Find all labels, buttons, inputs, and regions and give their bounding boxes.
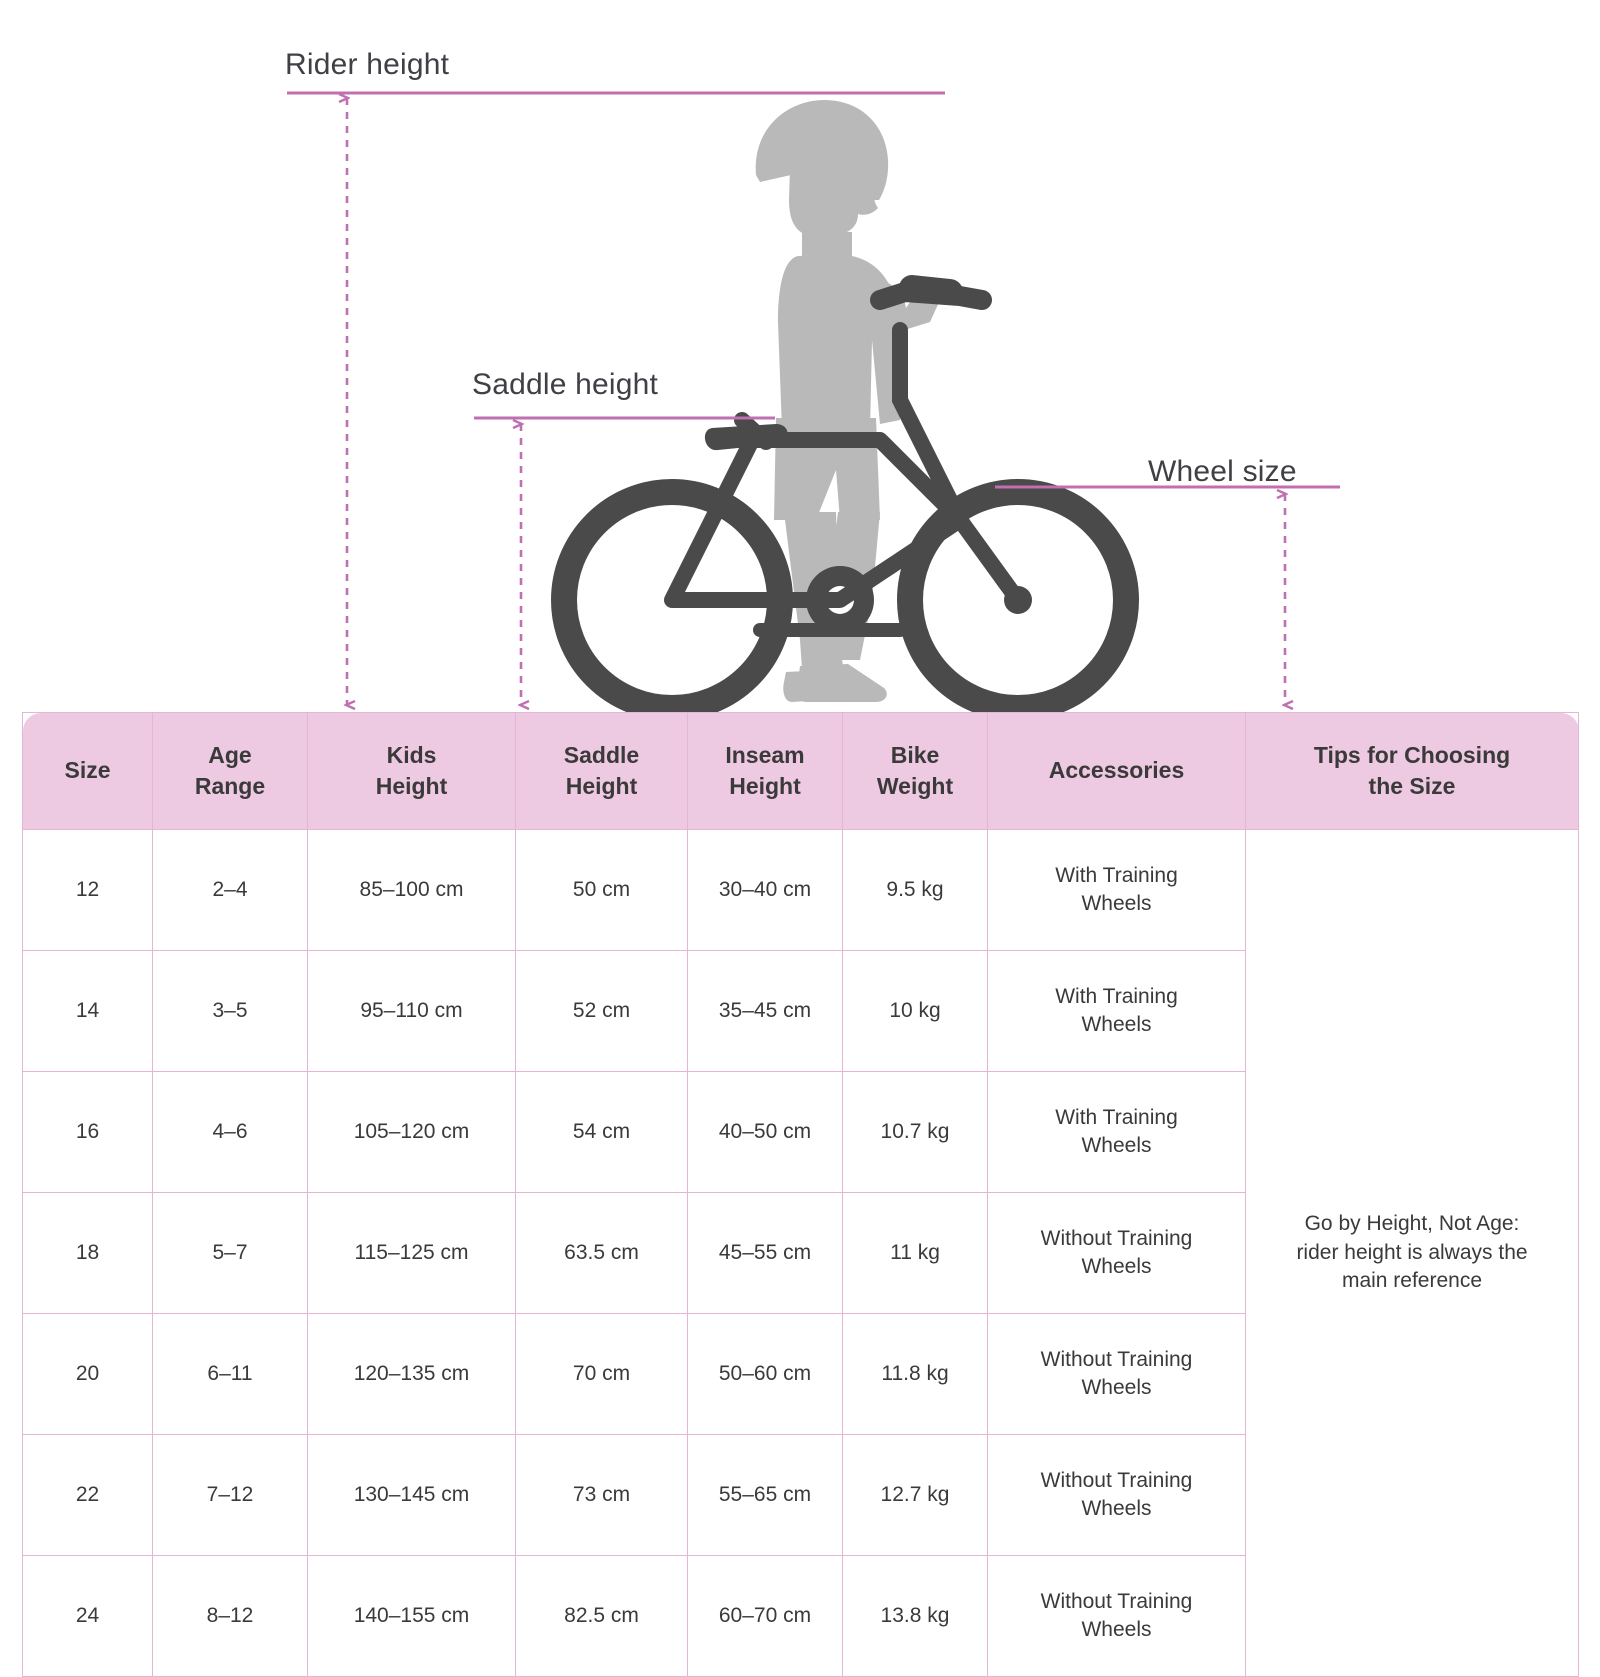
cell-saddle-height: 50 cm [516, 830, 688, 951]
cell-accessories-line2: Wheels [1081, 1013, 1152, 1036]
cell-bike-weight: 13.8 kg [843, 1556, 988, 1677]
rider-height-label: Rider height [285, 48, 450, 81]
cell-inseam-height: 30–40 cm [688, 830, 843, 951]
size-chart-table [22, 712, 1579, 1677]
illustration-svg [0, 0, 1600, 720]
table-header [23, 713, 1579, 830]
cell-accessories [988, 1556, 1246, 1677]
cell-size: 20 [23, 1314, 153, 1435]
cell-accessories-line2: Wheels [1081, 1376, 1152, 1399]
cell-size: 14 [23, 951, 153, 1072]
cell-saddle-height: 73 cm [516, 1435, 688, 1556]
saddle-height-label: Saddle height [472, 368, 659, 401]
cell-kids-height: 105–120 cm [308, 1072, 516, 1193]
column-header-bike-weight-line1: Bike [890, 741, 940, 768]
column-header-bike-weight-line2: Weight [876, 773, 954, 799]
column-header-age-range-line1: Age [208, 741, 252, 768]
cell-bike-weight: 10 kg [843, 951, 988, 1072]
cell-saddle-height: 63.5 cm [516, 1193, 688, 1314]
cell-tips [1246, 830, 1579, 1677]
column-header-age-range [153, 713, 308, 830]
cell-age-range: 6–11 [153, 1314, 308, 1435]
cell-tips-line1: Go by Height, Not Age: [1304, 1212, 1520, 1236]
column-header-accessories-text: Accessories [1048, 757, 1185, 784]
column-header-tips-line2: the Size [1368, 773, 1456, 799]
cell-inseam-height: 45–55 cm [688, 1193, 843, 1314]
cell-accessories-line1: With Training [1055, 1105, 1178, 1129]
cell-size: 12 [23, 830, 153, 951]
cell-bike-weight: 10.7 kg [843, 1072, 988, 1193]
column-header-size-text: Size [64, 757, 111, 784]
cell-accessories-line1: With Training [1055, 863, 1178, 887]
cell-age-range: 4–6 [153, 1072, 308, 1193]
column-header-inseam-height-line2: Height [729, 773, 801, 799]
column-header-kids-height [308, 713, 516, 830]
cell-accessories-line1: With Training [1055, 984, 1178, 1008]
cell-inseam-height: 35–45 cm [688, 951, 843, 1072]
column-header-inseam-height [688, 713, 843, 830]
cell-saddle-height: 52 cm [516, 951, 688, 1072]
column-header-bike-weight [843, 713, 988, 830]
cell-accessories [988, 951, 1246, 1072]
cell-saddle-height: 82.5 cm [516, 1556, 688, 1677]
cell-size: 24 [23, 1556, 153, 1677]
cell-kids-height: 120–135 cm [308, 1314, 516, 1435]
cell-age-range: 7–12 [153, 1435, 308, 1556]
cell-tips-line2: rider height is always the [1296, 1240, 1528, 1264]
cell-accessories-line1: Without Training [1040, 1589, 1193, 1613]
cell-inseam-height: 40–50 cm [688, 1072, 843, 1193]
cell-accessories-line2: Wheels [1081, 1497, 1152, 1520]
column-header-inseam-height-line1: Inseam [725, 741, 805, 768]
cell-inseam-height: 60–70 cm [688, 1556, 843, 1677]
column-header-saddle-height-line1: Saddle [563, 741, 640, 768]
column-header-saddle-height [516, 713, 688, 830]
size-chart-container [22, 712, 1578, 1677]
cell-bike-weight: 12.7 kg [843, 1435, 988, 1556]
column-header-age-range-line2: Range [194, 773, 266, 799]
table-body [23, 830, 1579, 1677]
column-header-kids-height-line2: Height [375, 773, 448, 799]
cell-age-range: 3–5 [153, 951, 308, 1072]
cell-age-range: 2–4 [153, 830, 308, 951]
cell-accessories [988, 1193, 1246, 1314]
column-header-tips-line1: Tips for Choosing [1313, 741, 1511, 768]
cell-kids-height: 130–145 cm [308, 1435, 516, 1556]
cell-kids-height: 140–155 cm [308, 1556, 516, 1677]
cell-kids-height: 85–100 cm [308, 830, 516, 951]
column-header-kids-height-line1: Kids [386, 741, 437, 768]
cell-size: 18 [23, 1193, 153, 1314]
cell-saddle-height: 54 cm [516, 1072, 688, 1193]
cell-bike-weight: 9.5 kg [843, 830, 988, 951]
cell-inseam-height: 50–60 cm [688, 1314, 843, 1435]
cell-saddle-height: 70 cm [516, 1314, 688, 1435]
cell-accessories-line1: Without Training [1040, 1347, 1193, 1371]
cell-age-range: 8–12 [153, 1556, 308, 1677]
column-header-saddle-height-line2: Height [565, 773, 638, 799]
column-header-size [23, 713, 153, 830]
cell-accessories-line2: Wheels [1081, 1618, 1152, 1641]
cell-accessories [988, 830, 1246, 951]
cell-accessories-line2: Wheels [1081, 1134, 1152, 1157]
column-header-tips [1246, 713, 1579, 830]
cell-accessories [988, 1435, 1246, 1556]
table-header-row [23, 713, 1579, 830]
cell-kids-height: 95–110 cm [308, 951, 516, 1072]
cell-kids-height: 115–125 cm [308, 1193, 516, 1314]
cell-tips-line3: main reference [1341, 1269, 1483, 1293]
cell-accessories-line2: Wheels [1081, 1255, 1152, 1278]
cell-age-range: 5–7 [153, 1193, 308, 1314]
column-header-accessories [988, 713, 1246, 830]
cell-size: 22 [23, 1435, 153, 1556]
cell-accessories-line1: Without Training [1040, 1226, 1193, 1250]
bike-sizing-illustration [0, 0, 1600, 720]
wheel-size-label: Wheel size [1148, 455, 1297, 488]
cell-bike-weight: 11 kg [843, 1193, 988, 1314]
cell-bike-weight: 11.8 kg [843, 1314, 988, 1435]
cell-accessories [988, 1072, 1246, 1193]
cell-accessories-line1: Without Training [1040, 1468, 1193, 1492]
cell-inseam-height: 55–65 cm [688, 1435, 843, 1556]
cell-size: 16 [23, 1072, 153, 1193]
table-row [23, 830, 1579, 951]
cell-accessories [988, 1314, 1246, 1435]
cell-accessories-line2: Wheels [1081, 892, 1152, 915]
